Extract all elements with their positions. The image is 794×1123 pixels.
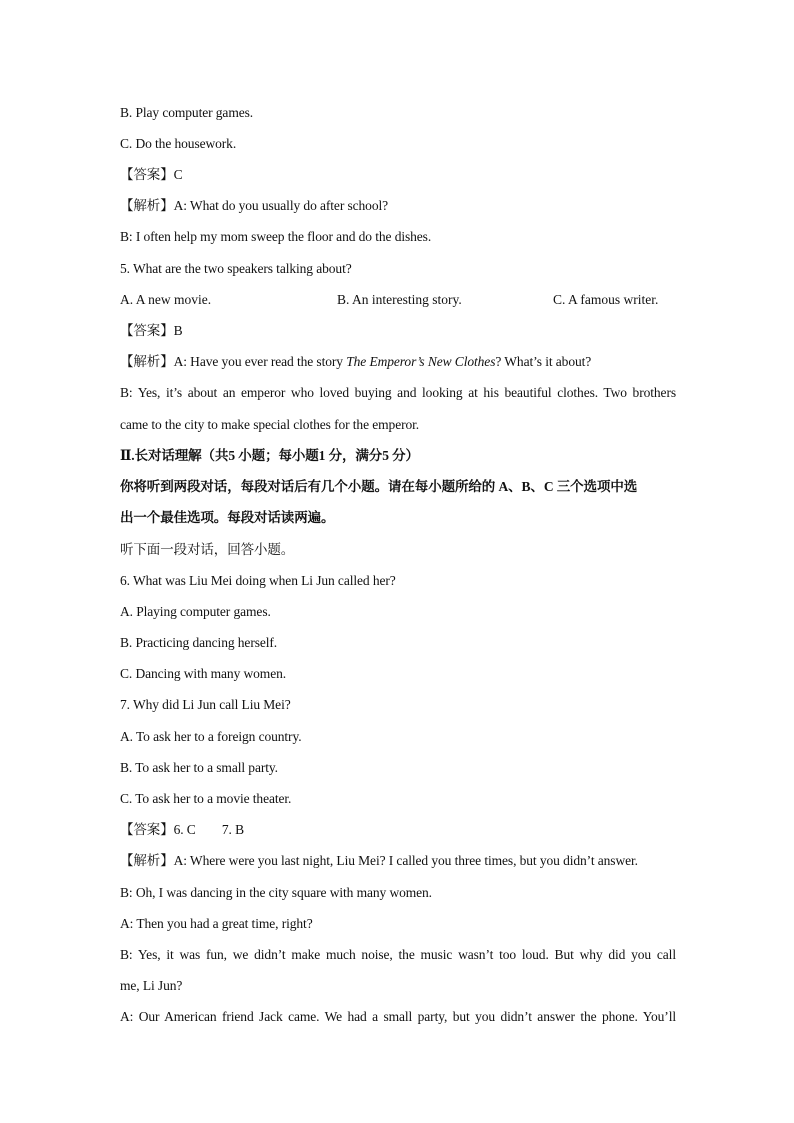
q7-question: 7. Why did Li Jun call Liu Mei?	[120, 697, 291, 712]
answer-6-7: 【答案】6. C 7. B	[120, 822, 245, 837]
analysis-67-line6: A: Our American friend Jack came. We had a small party, but you didn’t answer the phone. You’ll	[120, 1009, 676, 1024]
q7-option-c: C. To ask her to a movie theater.	[120, 791, 292, 806]
q6-option-c: C. Dancing with many women.	[120, 666, 287, 681]
sub-instruction: 听下面一段对话，回答小题。	[120, 542, 295, 557]
q5-option-c: C. A famous writer.	[553, 292, 659, 307]
q5-analysis-a	[120, 353, 591, 371]
q5-answer: 【答案】B	[120, 323, 183, 338]
analysis-67-line3: A: Then you had a great time, right?	[120, 916, 313, 931]
q4-option-c: C. Do the housework.	[120, 136, 237, 151]
q5-analysis-a-suffix: ? What’s it about?	[495, 354, 592, 369]
q4-option-b: B. Play computer games.	[120, 105, 254, 120]
q5-story-title: The Emperor’s New Clothes	[346, 354, 496, 369]
analysis-67-line4: B: Yes, it was fun, we didn’t make much noise, the music wasn’t too loud. But why did you call	[120, 947, 676, 962]
analysis-67-line2: B: Oh, I was dancing in the city square with many women.	[120, 885, 432, 900]
q6-option-b: B. Practicing dancing herself.	[120, 635, 278, 650]
q4-analysis-b: B: I often help my mom sweep the floor and do the dishes.	[120, 229, 432, 244]
q5-option-b: B. An interesting story.	[337, 292, 462, 307]
q7-option-b: B. To ask her to a small party.	[120, 760, 278, 775]
section-instruction-line2: 出一个最佳选项。每段对话读两遍。	[120, 510, 335, 525]
analysis-67-line5: me, Li Jun?	[120, 978, 183, 993]
q5-question: 5. What are the two speakers talking about?	[120, 261, 352, 276]
q4-analysis-a: 【解析】A: What do you usually do after school?	[120, 198, 389, 213]
q5-option-a: A. A new movie.	[120, 292, 212, 307]
q7-option-a: A. To ask her to a foreign country.	[120, 729, 302, 744]
section-heading: Ⅱ.长对话理解（共5 小题；每小题1 分，满分5 分）	[120, 448, 419, 463]
q4-answer: 【答案】C	[120, 167, 183, 182]
q5-analysis-a-prefix: 【解析】A: Have you ever read the story	[120, 354, 347, 369]
q5-analysis-b-line2: came to the city to make special clothes for the emperor.	[120, 417, 420, 432]
q6-question: 6. What was Liu Mei doing when Li Jun called her?	[120, 573, 396, 588]
section-instruction-line1: 你将听到两段对话，每段对话后有几个小题。请在每小题所给的 A、B、C 三个选项中选	[120, 479, 638, 494]
q6-option-a: A. Playing computer games.	[120, 604, 271, 619]
q5-analysis-b-line1: B: Yes, it’s about an emperor who loved buying and looking at his beautiful clothes. Two brothers	[120, 385, 676, 400]
analysis-67-line1: 【解析】A: Where were you last night, Liu Mei? I called you three times, but you didn’t answer.	[120, 853, 638, 868]
